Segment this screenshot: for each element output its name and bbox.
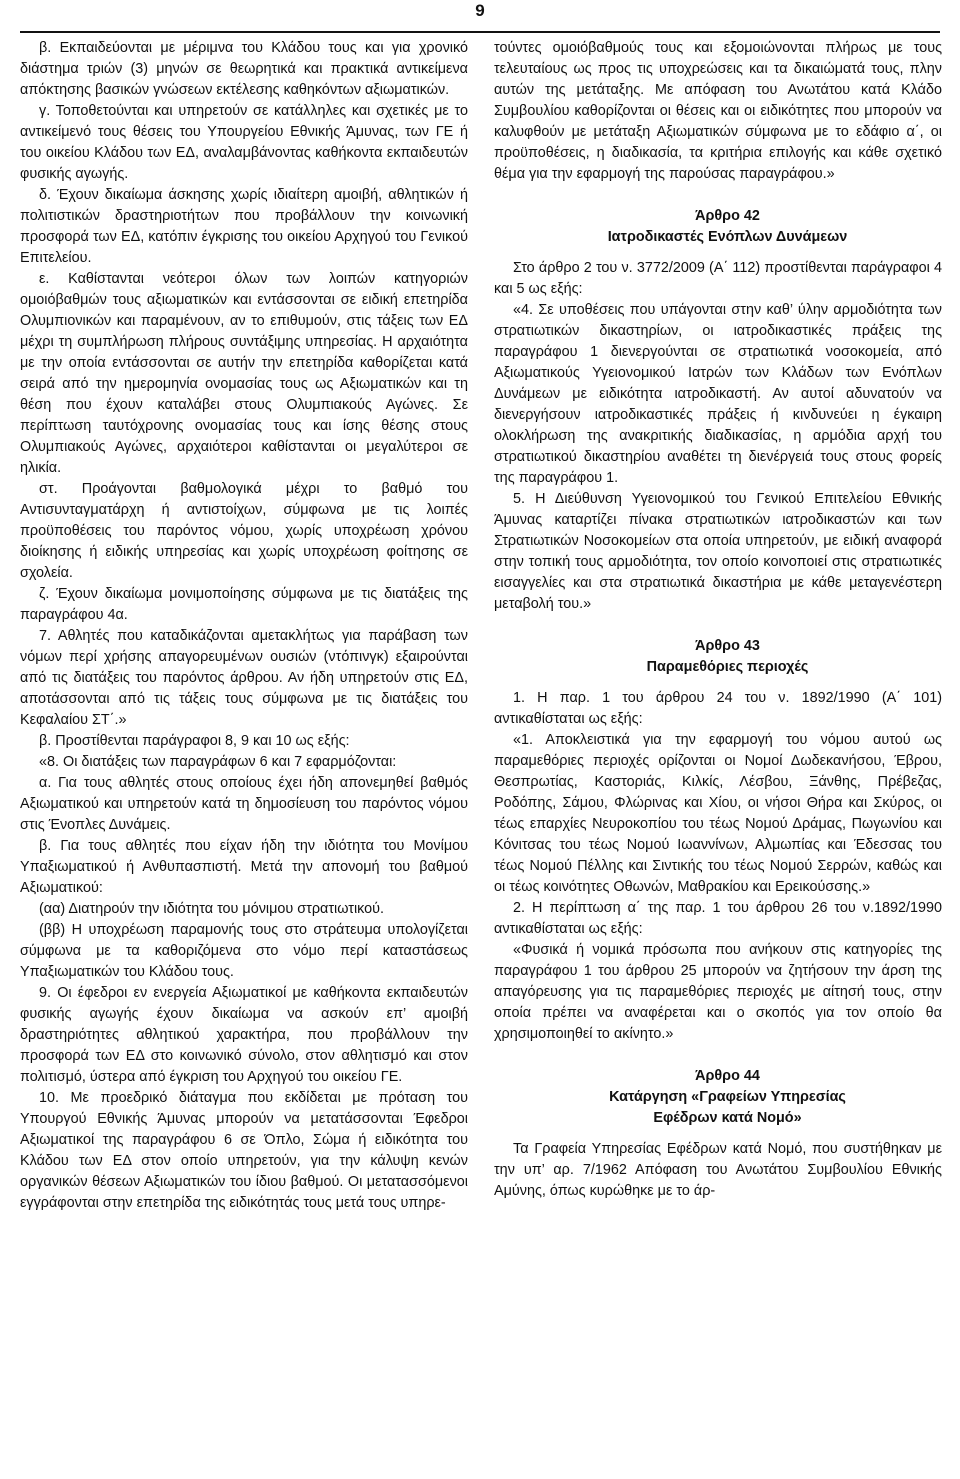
article-42-number: Άρθρο 42 — [695, 208, 760, 224]
spacer — [494, 678, 942, 688]
article-43-paragraph: «Φυσικά ή νομικά πρόσωπα που ανήκουν στις κατηγορίες της παραγράφου 1 του άρθρου 25 μπορούν να ζητήσουν την άρση της απαγόρευσης για τις παραμεθόριες περιοχές με αίτησή τους, στην οποία πρέπει να αναφέρεται και ο σκοπός για τον οποίο θα χρησιμοποιηθεί το ακίνητο.» — [494, 942, 942, 1042]
article-44-paragraph: Τα Γραφεία Υπηρεσίας Εφέδρων κατά Νομό, που συστήθηκαν με την υπ’ αρ. 7/1962 Απόφαση του Ανωτάτου Συμβουλίου Εθνικής Αμύνης, όπως κυρώθηκε με το άρ- — [494, 1141, 942, 1199]
spacer — [494, 1129, 942, 1139]
spacer — [494, 248, 942, 258]
header-rule — [20, 31, 940, 33]
spacer — [494, 1045, 942, 1066]
paragraph-b-added: β. Προστίθενται παράγραφοι 8, 9 και 10 ως εξής: — [39, 733, 350, 749]
left-column — [20, 38, 468, 1214]
article-43-paragraph: 1. Η παρ. 1 του άρθρου 24 του ν. 1892/1990 (Α΄ 101) αντικαθίσταται ως εξής: — [494, 690, 942, 727]
article-43-title: Παραμεθόριες περιοχές — [646, 659, 809, 675]
paragraph-st: στ. Προάγονται βαθμολογικά μέχρι το βαθμό του Αντισυνταγματάρχη ή αντιστοίχων, σύμφωνα με τις λοιπές προϋποθέσεις του παρόντος νόμου, χωρίς υποχρέωση χρόνου διοίκησης ή ειδικής υπηρεσίας και χωρίς υποχρέωση φοίτησης σε σχολεία. — [20, 481, 468, 581]
paragraph-8-beta: β. Για τους αθλητές που είχαν ήδη την ιδιότητα του Μονίμου Υπαξιωματικού ή Ανθυπασπιστή. Μετά την απονομή του βαθμού Αξιωματικού: — [20, 838, 468, 896]
article-42-paragraph: Στο άρθρο 2 του ν. 3772/2009 (Α΄ 112) προστίθενται παράγραφοι 4 και 5 ως εξής: — [494, 260, 942, 297]
paragraph-10: 10. Με προεδρικό διάταγμα που εκδίδεται με πρόταση του Υπουργού Εθνικής Άμυνας μπορούν να μετατάσσονται Έφεδροι Αξιωματικοί της παραγράφου 6 σε Όπλο, Σώμα ή ειδικότητα του Κλάδου των ΕΔ στον οποίο υπηρετούν, για την κάλυψη κενών οργανικών θέσεων Αξιωματικών του ίδιου βαθμού. Οι μετατασσόμενοι εγγράφονται στην επετηρίδα της ειδικότητάς τους μετά τους υπηρε- — [20, 1090, 468, 1211]
paragraph-delta: δ. Έχουν δικαίωμα άσκησης χωρίς ιδιαίτερη αμοιβή, αθλητικών ή πολιτιστικών δραστηριοτήτων που προβάλλουν την κοινωνική προσφορά των ΕΔ, κατόπιν έγκρισης του οικείου Αρχηγού του Γενικού Επιτελείου. — [20, 187, 468, 266]
paragraph-gamma: γ. Τοποθετούνται και υπηρετούν σε κατάλληλες και σχετικές με το αντικείμενό τους θέσεις του Υπουργείου Εθνικής Άμυνας, των ΓΕ ή του οικείου Κλάδου των ΕΔ, αναλαμβάνοντας καθήκοντα εκπαιδευτών φυσικής αγωγής. — [20, 103, 468, 182]
spacer — [494, 185, 942, 206]
page-number: 9 — [475, 1, 485, 20]
article-44-number: Άρθρο 44 — [695, 1068, 760, 1084]
paragraph-beta: β. Εκπαιδεύονται με μέριμνα του Κλάδου τους και για χρονικό διάστημα τριών (3) μηνών σε θεωρητικά και πρακτικά αντικείμενα απόκτησης βασικών γνώσεων εκτέλεσης καθηκόντων αξιωματικών. — [20, 40, 468, 98]
paragraph-8-alpha: α. Για τους αθλητές στους οποίους έχει ήδη απονεμηθεί βαθμός Αξιωματικού και υπηρετούν κατά τη δημοσίευση του παρόντος νόμου στις Ένοπλες Δυνάμεις. — [20, 775, 468, 833]
article-42-title: Ιατροδικαστές Ενόπλων Δυνάμεων — [607, 229, 848, 245]
article-42-paragraph: «4. Σε υποθέσεις που υπάγονται στην καθ’ ύλην αρμοδιότητα των στρατιωτικών δικαστηρίων, οι ιατροδικαστικές πράξεις της παραγράφου 1 διενεργούνται σε στρατιωτικά νοσοκομεία, από Αξιωματικούς Υγειονομικού Ιατρών των Κλάδων των Ενόπλων Δυνάμεων με ειδικότητα ιατροδικαστή. Αν αυτοί αδυνατούν να διενεργήσουν ιατροδικαστικές πράξεις ή κινδυνεύει η έγκαιρη ολοκλήρωση της ανακριτικής διαδικασίας, η αρμόδια αρχή του στρατιωτικού δικαστηρίου αναθέτει τη διενέργειά τους στους φορείς της παραγράφου 1. — [494, 302, 942, 486]
paragraph-zeta: ζ. Έχουν δικαίωμα μονιμοποίησης σύμφωνα με τις διατάξεις της παραγράφου 4α. — [20, 586, 468, 623]
spacer — [494, 615, 942, 636]
paragraph-9: 9. Οι έφεδροι εν ενεργεία Αξιωματικοί με καθήκοντα εκπαιδευτών φυσικής αγωγής έχουν δικαίωμα να ασκούν επ’ αμοιβή δραστηριότητες αθλητικού χαρακτήρα, που προβάλλουν την προσφορά των ΕΔ στο κοινωνικό σύνολο, στον αθλητισμό και στον πολιτισμό, ύστερα από έγκριση του Αρχηγού του οικείου ΓΕ. — [20, 985, 468, 1085]
article-44-title-continued: Εφέδρων κατά Νομό» — [653, 1110, 802, 1126]
right-column — [494, 38, 942, 1202]
article-43-number: Άρθρο 43 — [695, 638, 760, 654]
paragraph-aa: (αα) Διατηρούν την ιδιότητα του μόνιμου στρατιωτικού. — [39, 901, 385, 917]
continued-paragraph: τούντες ομοιόβαθμούς τους και εξομοιώνονται πλήρως με τους τελευταίους ως προς τις υποχρεώσεις και τα δικαιώματά τους, πλην αυτών της μετάταξης. Με απόφαση του Ανωτάτου κατά Κλάδο Συμβουλίου καθορίζονται οι θέσεις και οι ειδικότητες που μπορούν να καλυφθούν με μετάταξη Αξιωματικών σύμφωνα με το εδάφιο α΄, οι προϋποθέσεις, η διαδικασία, τα κριτήρια επιλογής και κάθε σχετικό θέμα για την εφαρμογή της παρούσας παραγράφου.» — [494, 40, 942, 182]
article-43-paragraph: 2. Η περίπτωση α΄ της παρ. 1 του άρθρου 26 του ν.1892/1990 αντικαθίσταται ως εξής: — [494, 900, 942, 937]
article-42-paragraph: 5. Η Διεύθυνση Υγειονομικού του Γενικού Επιτελείου Εθνικής Άμυνας καταρτίζει πίνακα στρατιωτικών ιατροδικαστών και των Στρατιωτικών Νοσοκομείων στα οποία υπηρετούν, με ειδική αναφορά στην τοπική τους αρμοδιότητα, τον οποίο κοινοποιεί στις στρατιωτικές εισαγγελίες και στα στρατιωτικά δικαστήρια με κάθε μεταγενέστερη μεταβολή του.» — [494, 491, 942, 612]
paragraph-bb: (ββ) Η υποχρέωση παραμονής τους στο στράτευμα υπολογίζεται σύμφωνα με τα καθοριζόμενα στο νόμο περί καταστάσεως Υπαξιωματικών του Κλάδου τους. — [20, 922, 468, 980]
paragraph-7: 7. Αθλητές που καταδικάζονται αμετακλήτως για παράβαση των νόμων περί χρήσης απαγορευμένων ουσιών (ντόπινγκ) εξαιρούνται από τις διατάξεις του παρόντος άρθρου. Αν ήδη υπηρετούν στις ΕΔ, αποτάσσονται από τις τάξεις τους σύμφωνα με τις διατάξεις του Κεφαλαίου ΣΤ΄.» — [20, 628, 468, 728]
article-43-paragraph: «1. Αποκλειστικά για την εφαρμογή του νόμου αυτού ως παραμεθόριες περιοχές ορίζονται οι Νομοί Δωδεκανήσου, Έβρου, Θεσπρωτίας, Καστοριάς, Κιλκίς, Λέσβου, Ξάνθης, Πρέβεζας, Ροδόπης, Σάμου, Φλώρινας και Χίου, οι νήσοι Θήρα και Σκύρος, οι τέως επαρχίες Νευροκοπίου του τέως Νομού Δράμας, Πωγωνίου και Κόνιτσας του τέως Νομού Ιωαννίνων, Αλμωπίας και Έδεσσας του τέως Νομού Πέλλης και Σιντικής του τέως Νομού Σερρών, καθώς και οι τέως κοινότητες Οθωνών, Μαθρακίου και Ερεικούσσης.» — [494, 732, 942, 895]
paragraph-8: «8. Οι διατάξεις των παραγράφων 6 και 7 εφαρμόζονται: — [39, 754, 397, 770]
article-44-title: Κατάργηση «Γραφείων Υπηρεσίας — [609, 1089, 846, 1105]
paragraph-epsilon: ε. Καθίστανται νεότεροι όλων των λοιπών κατηγοριών ομοιόβαθμών τους αξιωματικών και εντάσσονται σε ειδική επετηρίδα Ολυμπιονικών και παραμένουν, αν το επιθυμούν, στις τάξεις των ΕΔ μέχρι τη συμπλήρωση πλήρους συντάξιμης υπηρεσίας. Η αρχαιότητα με την οποία εντάσσονται σε αυτήν την επετηρίδα καθορίζεται κατά σειρά από την ημερομηνία ονομασίας τους ως Αξιωματικών και τη θέση που έχουν καταλάβει στους Ολυμπιακούς Αγώνες. Σε περίπτωση ταυτόχρονης ονομασίας τους και ίσης θέσης στους Ολυμπιακούς Αγώνες, αρχαιότεροι καθίστανται οι μεγαλύτεροι σε ηλικία. — [20, 271, 468, 476]
